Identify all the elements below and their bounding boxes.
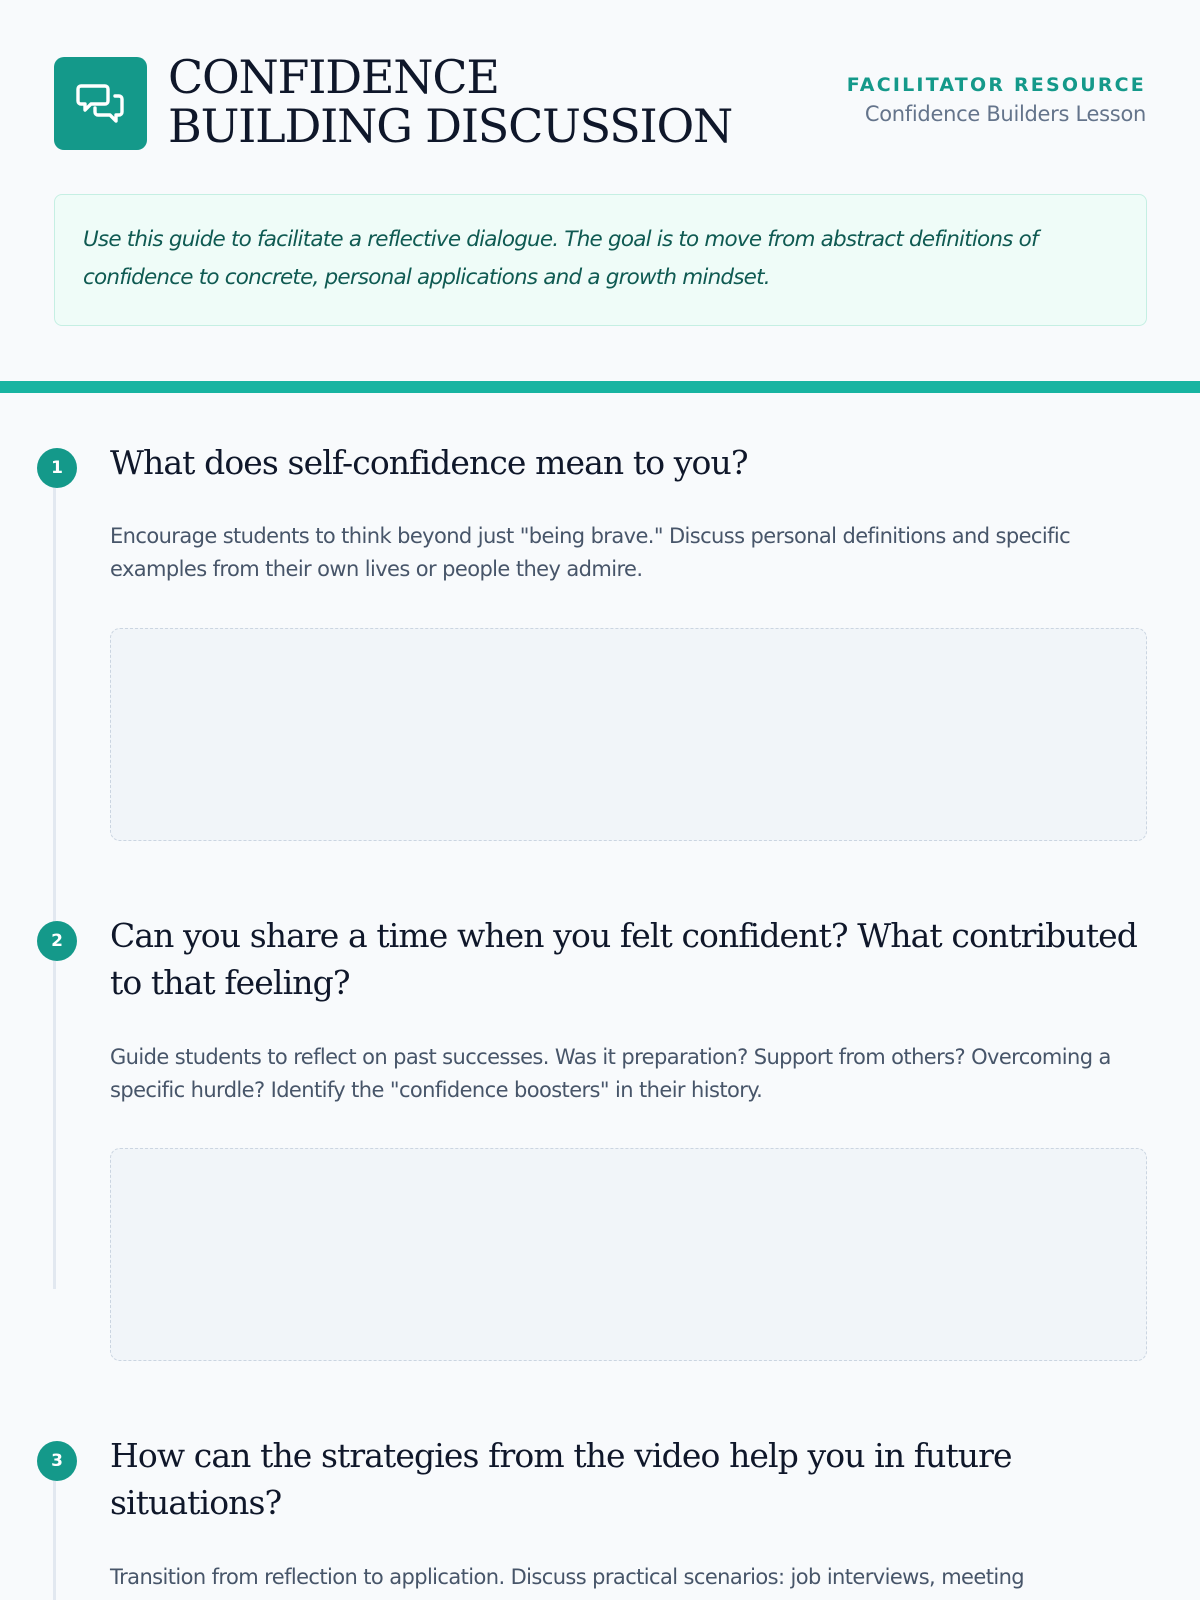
section-divider — [0, 381, 1200, 393]
question-number-badge: 2 — [37, 921, 77, 961]
question-title: Can you share a time when you felt confident? What contributed to that feeling? — [110, 916, 1137, 1002]
question-title: How can the strategies from the video help you in future situations? — [110, 1436, 1012, 1522]
question-rail — [53, 941, 56, 1281]
answer-box[interactable] — [110, 628, 1147, 841]
question-description: Encourage students to think beyond just "being brave." Discuss personal definitions and specific examples from their own lives or people they admire. — [110, 524, 1071, 581]
question-description: Guide students to reflect on past successes. Was it preparation? Support from others? Overcoming a specific hurdle? Identify the "confidence boosters" in their history. — [110, 1045, 1111, 1102]
page-header — [54, 50, 1146, 153]
intro-note — [54, 194, 1147, 326]
resource-meta — [847, 74, 1146, 126]
lesson-name: Confidence Builders Lesson — [864, 102, 1146, 126]
page-title — [168, 50, 733, 153]
question-title: What does self-confidence mean to you? — [110, 443, 748, 482]
answer-box[interactable] — [110, 1148, 1147, 1361]
title-line-2: BUILDING DISCUSSION — [168, 99, 733, 153]
question-description: Transition from reflection to application. Discuss practical scenarios: job interviews, meeting — [110, 1565, 1025, 1589]
intro-text: Use this guide to facilitate a reflective dialogue. The goal is to move from abstract definitions of confidence to concrete, personal applications and a growth mindset. — [83, 227, 1038, 290]
question-number-badge: 3 — [37, 1441, 77, 1481]
resource-label: FACILITATOR RESOURCE — [846, 74, 1146, 96]
chat-bubbles-icon — [54, 57, 147, 150]
question-number-badge: 1 — [37, 448, 77, 488]
title-line-1: CONFIDENCE — [168, 50, 499, 104]
question-rail — [53, 1461, 56, 1600]
